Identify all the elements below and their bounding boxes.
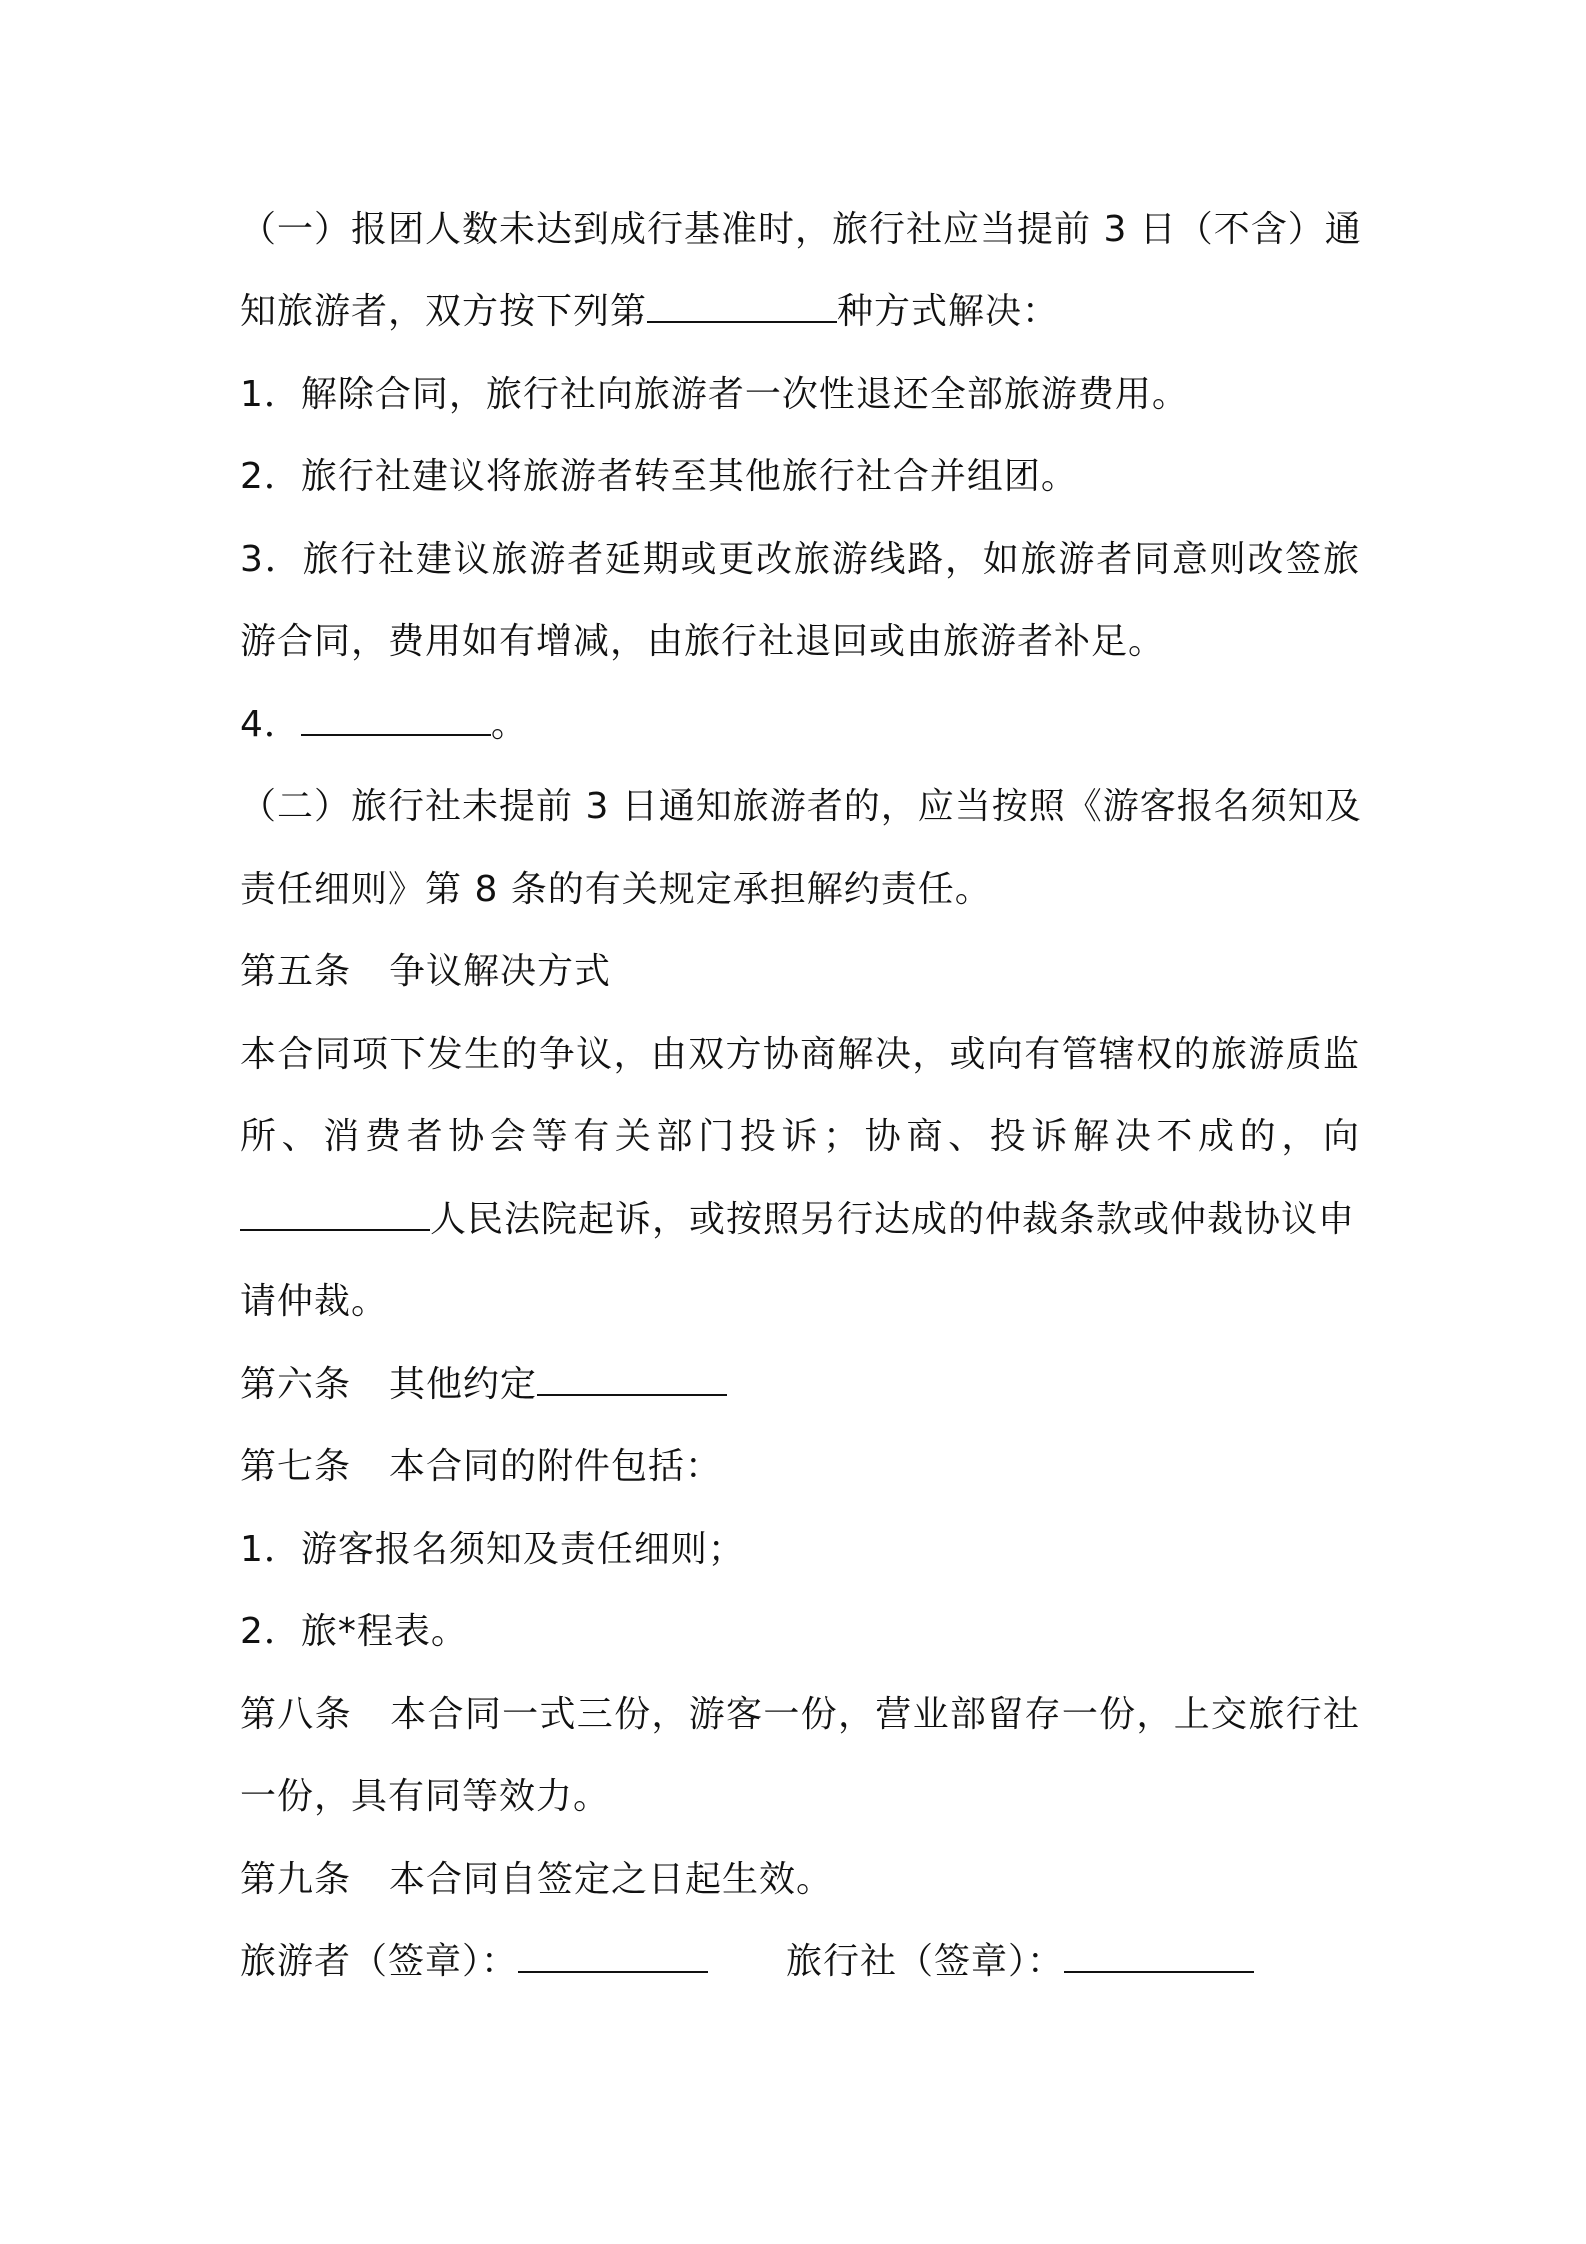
article-5-line-2 (240, 1112, 1360, 1162)
option-number-blank[interactable] (647, 287, 837, 323)
other-agreement-blank[interactable] (537, 1360, 727, 1396)
article-8-text-1: 本合同一式三份，游客一份，营业部留存一份，上交旅行社 (389, 1694, 1360, 1735)
article-5-title: 争议解决方式 (389, 951, 612, 992)
option-3-text-2: 游合同，费用如有增减，由旅行社退回或由旅游者补足。 (240, 621, 1166, 662)
option-1-text: 1．解除合同，旅行社向旅游者一次性退还全部旅游费用。 (240, 374, 1189, 415)
article-7 (240, 1442, 1360, 1492)
option-3-line-1 (240, 535, 1360, 585)
article-5-text-4: 请仲裁。 (240, 1281, 389, 1322)
article-6-title: 其他约定 (389, 1364, 538, 1405)
article-5-text-3: 人民法院起诉，或按照另行达成的仲裁条款或仲裁协议申 (430, 1199, 1356, 1240)
section-2-text-2: 责任细则》第 8 条的有关规定承担解约责任。 (240, 869, 992, 910)
court-blank[interactable] (240, 1195, 430, 1231)
agency-signature-blank[interactable] (1064, 1937, 1254, 1973)
section-1-text: （一）报团人数未达到成行基准时，旅行社应当提前 3 日（不含）通 (240, 209, 1362, 250)
article-7-title: 本合同的附件包括： (389, 1446, 723, 1487)
article-6 (240, 1360, 1360, 1410)
article-5-line-3 (240, 1195, 1360, 1245)
tourist-signature-label: 旅游者（签章）： (240, 1941, 519, 1982)
article-5-heading (240, 947, 1360, 997)
option-4 (240, 700, 1360, 750)
option-1 (240, 370, 1360, 420)
article-6-number: 第六条 (240, 1364, 352, 1405)
article-8-line-1 (240, 1690, 1360, 1740)
article-5-line-4 (240, 1277, 1360, 1327)
section-1-line-2 (240, 287, 1360, 337)
option-2 (240, 452, 1360, 502)
attachment-1 (240, 1525, 1360, 1575)
section-2-line-1 (240, 782, 1360, 832)
article-8-line-2 (240, 1772, 1360, 1822)
section-1-line-1 (240, 205, 1360, 255)
article-7-number: 第七条 (240, 1446, 352, 1487)
article-9-number: 第九条 (240, 1859, 352, 1900)
article-8-number: 第八条 (240, 1694, 352, 1735)
article-9-text: 本合同自签定之日起生效。 (389, 1859, 834, 1900)
attachment-2 (240, 1607, 1360, 1657)
option-2-text: 2．旅行社建议将旅游者转至其他旅行社合并组团。 (240, 456, 1078, 497)
option-4-label: 4． (240, 704, 301, 745)
attachment-1-text: 1．游客报名须知及责任细则； (240, 1529, 745, 1570)
agency-signature-label: 旅行社（签章）： (786, 1941, 1065, 1982)
article-5-text-1: 本合同项下发生的争议，由双方协商解决，或向有管辖权的旅游质监 (240, 1034, 1360, 1075)
article-5-line-1 (240, 1030, 1360, 1080)
article-5-number: 第五条 (240, 951, 352, 992)
option-4-end: 。 (490, 704, 528, 745)
option-3-line-2 (240, 617, 1360, 667)
article-9 (240, 1855, 1360, 1905)
attachment-2-text: 2．旅*程表。 (240, 1611, 468, 1652)
signature-line (240, 1937, 1360, 1987)
section-2-text: （二）旅行社未提前 3 日通知旅游者的，应当按照《游客报名须知及 (240, 786, 1362, 827)
section-1-text-b: 种方式解决： (837, 291, 1060, 332)
section-2-line-2 (240, 865, 1360, 915)
article-5-text-2: 所、消费者协会等有关部门投诉；协商、投诉解决不成的，向 (240, 1116, 1360, 1157)
section-1-text-a: 知旅游者，双方按下列第 (240, 291, 648, 332)
article-8-text-2: 一份，具有同等效力。 (240, 1776, 611, 1817)
option-3-text: 3．旅行社建议旅游者延期或更改旅游线路，如旅游者同意则改签旅 (240, 539, 1360, 580)
tourist-signature-blank[interactable] (518, 1937, 708, 1973)
option-4-blank[interactable] (301, 700, 491, 736)
